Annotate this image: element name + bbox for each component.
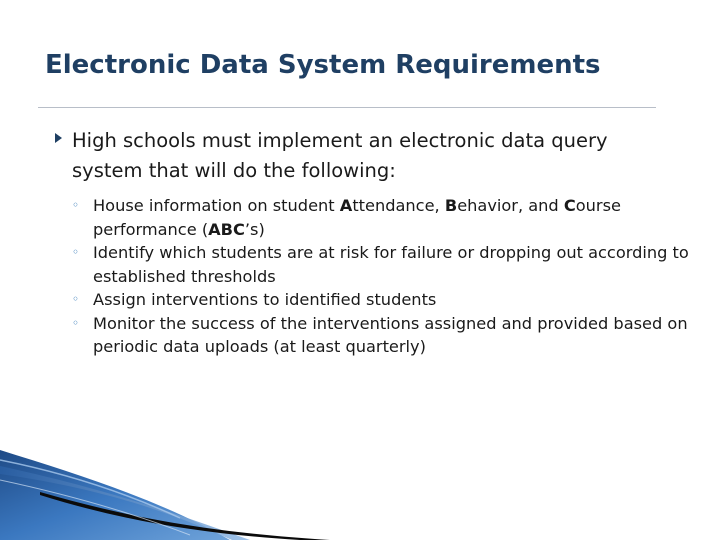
item-text: ourse performance (: [93, 196, 621, 239]
item-text: ehavior, and: [457, 196, 564, 215]
decorative-wave: [0, 440, 720, 540]
circle-bullet-icon: ◦: [72, 245, 80, 259]
sub-bullet-list: [72, 194, 692, 359]
title-divider: [38, 107, 656, 108]
item-text: ttendance,: [352, 196, 445, 215]
item-bold-text: ABC: [208, 219, 245, 239]
circle-bullet-icon: ◦: [72, 315, 80, 330]
slide-title: Electronic Data System Requirements: [45, 50, 601, 80]
item-bold-text: B: [444, 196, 458, 215]
item-text: ’s): [244, 219, 265, 239]
list-item: [72, 241, 692, 288]
item-text: House information on student: [93, 196, 340, 215]
list-item: [72, 312, 692, 359]
list-item: [72, 288, 692, 312]
circle-bullet-icon: ◦: [72, 292, 80, 306]
list-item: [72, 194, 692, 241]
item-bold-text: A: [339, 196, 353, 215]
item-text: Monitor the success of the interventions assigned and provided based on periodic data uploads (at least quarterly): [93, 313, 688, 356]
main-bullet: [55, 126, 675, 186]
right-triangle-icon: [55, 133, 62, 143]
item-text: Identify which students are at risk for failure or dropping out according to established thresholds: [93, 243, 689, 286]
circle-bullet-icon: ◦: [72, 198, 80, 212]
item-bold-text: C: [563, 196, 576, 215]
main-bullet-text: High schools must implement an electronic data query system that will do the following:: [72, 129, 608, 182]
item-text: Assign interventions to identified students: [93, 290, 437, 309]
